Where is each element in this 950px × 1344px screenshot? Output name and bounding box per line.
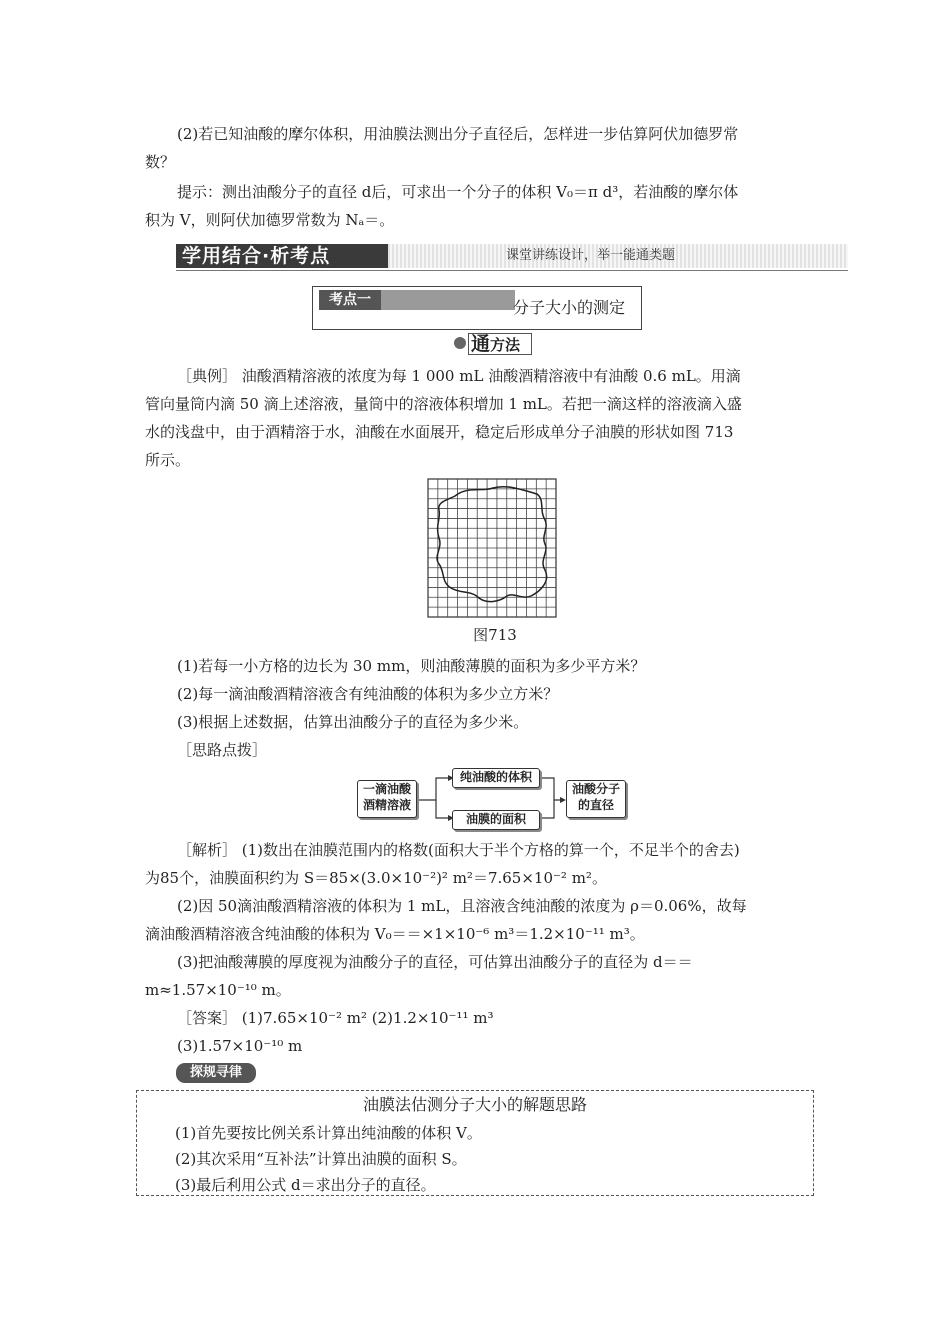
example-line-1: ［典例］ 油酸酒精溶液的浓度为每 1 000 mL 油酸酒精溶液中有油酸 0.6 mL。用滴 [177,367,741,385]
flow-end-line-2: 的直径 [577,798,614,812]
summary-title: 油膜法估测分子大小的解题思路 [362,1095,587,1114]
answer-line-1: ［答案］ (1)7.65×10⁻² m² (2)1.2×10⁻¹¹ m³ [177,1009,494,1027]
flow-top-box: 纯油酸的体积 [452,768,540,788]
banner-subtitle: 课堂讲练设计，举一能通类题 [388,244,848,268]
banner-title: 学用结合·析考点 [176,244,394,268]
example-line-3: 水的浅盘中，由于酒精溶于水，油酸在水面展开，稳定后形成单分子油膜的形状如图 713 [145,423,734,441]
section-banner [176,244,848,270]
flow-bottom-box: 油膜的面积 [452,810,540,830]
oil-film-grid-figure [427,478,557,618]
question-3: (3)根据上述数据，估算出油酸分子的直径为多少米。 [177,713,529,731]
answer-line-2: (3)1.57×10⁻¹⁰ m [177,1037,303,1055]
question-2: (2)每一滴油酸酒精溶液含有纯油酸的体积为多少立方米？ [177,685,559,703]
solution-line-1: ［解析］ (1)数出在油膜范围内的格数(面积大于半个方格的算一个，不足半个的舍去) [177,841,740,859]
solution-line-2: 为85个，油膜面积约为 S＝85×(3.0×10⁻²)² m²＝7.65×10⁻² m²。 [145,869,607,887]
summary-box [136,1090,814,1196]
figure-caption: 图713 [473,626,517,644]
solution-line-3: (2)因 50滴油酸酒精溶液的体积为 1 mL，且溶液含纯油酸的浓度为 ρ＝0.06%，故每 [177,897,747,915]
summary-item-2: (2)其次采用“互补法”计算出油膜的面积 S。 [175,1150,467,1168]
topic-title: 分子大小的测定 [513,298,626,317]
down-arrow-icon [454,337,466,349]
solution-line-5: (3)把油酸薄膜的厚度视为油酸分子的直径，可估算出油酸分子的直径为 d＝＝ [177,953,693,971]
banner-underline [176,270,848,271]
flow-start-line-1: 一滴油酸 [362,782,411,796]
question-1: (1)若每一小方格的边长为 30 mm，则油酸薄膜的面积为多少平方米？ [177,657,646,675]
flow-end-line-1: 油酸分子 [571,782,620,796]
summary-item-1: (1)首先要按比例关系计算出纯油酸的体积 V。 [175,1124,482,1142]
question-2-line-1: (2)若已知油酸的摩尔体积，用油膜法测出分子直径后，怎样进一步估算阿伏加德罗常 [177,125,739,143]
flow-start-line-2: 酒精溶液 [362,798,411,812]
method-label-rest: 方法 [490,336,521,354]
method-label [468,333,532,355]
solution-line-4: 滴油酸酒精溶液含纯油酸的体积为 V₀＝＝×1×10⁻⁶ m³＝1.2×10⁻¹¹ m³。 [145,925,645,943]
example-line-2: 管向量筒内滴 50 滴上述溶液，量筒中的溶液体积增加 1 mL。若把一滴这样的溶液滴入盛 [145,395,742,413]
method-label-big: 通 [471,333,491,355]
flow-start-box [357,780,417,818]
rule-tag: 探规寻律 [176,1063,256,1083]
topic-tag: 考点一 [319,290,515,310]
hint-line-1: 提示：测出油酸分子的直径 d后，可求出一个分子的体积 V₀＝π d³，若油酸的摩尔体 [177,183,739,201]
example-line-4: 所示。 [145,451,191,469]
summary-item-3: (3)最后利用公式 d＝求出分子的直径。 [175,1176,436,1194]
question-2-line-2: 数？ [145,153,176,171]
hint-line-2: 积为 V，则阿伏加德罗常数为 Nₐ＝。 [145,211,395,229]
flow-end-box [566,780,626,818]
topic-box [312,286,642,330]
thinking-hint-label: ［思路点拨］ [177,741,268,759]
solution-line-6: m≈1.57×10⁻¹⁰ m。 [145,981,291,999]
